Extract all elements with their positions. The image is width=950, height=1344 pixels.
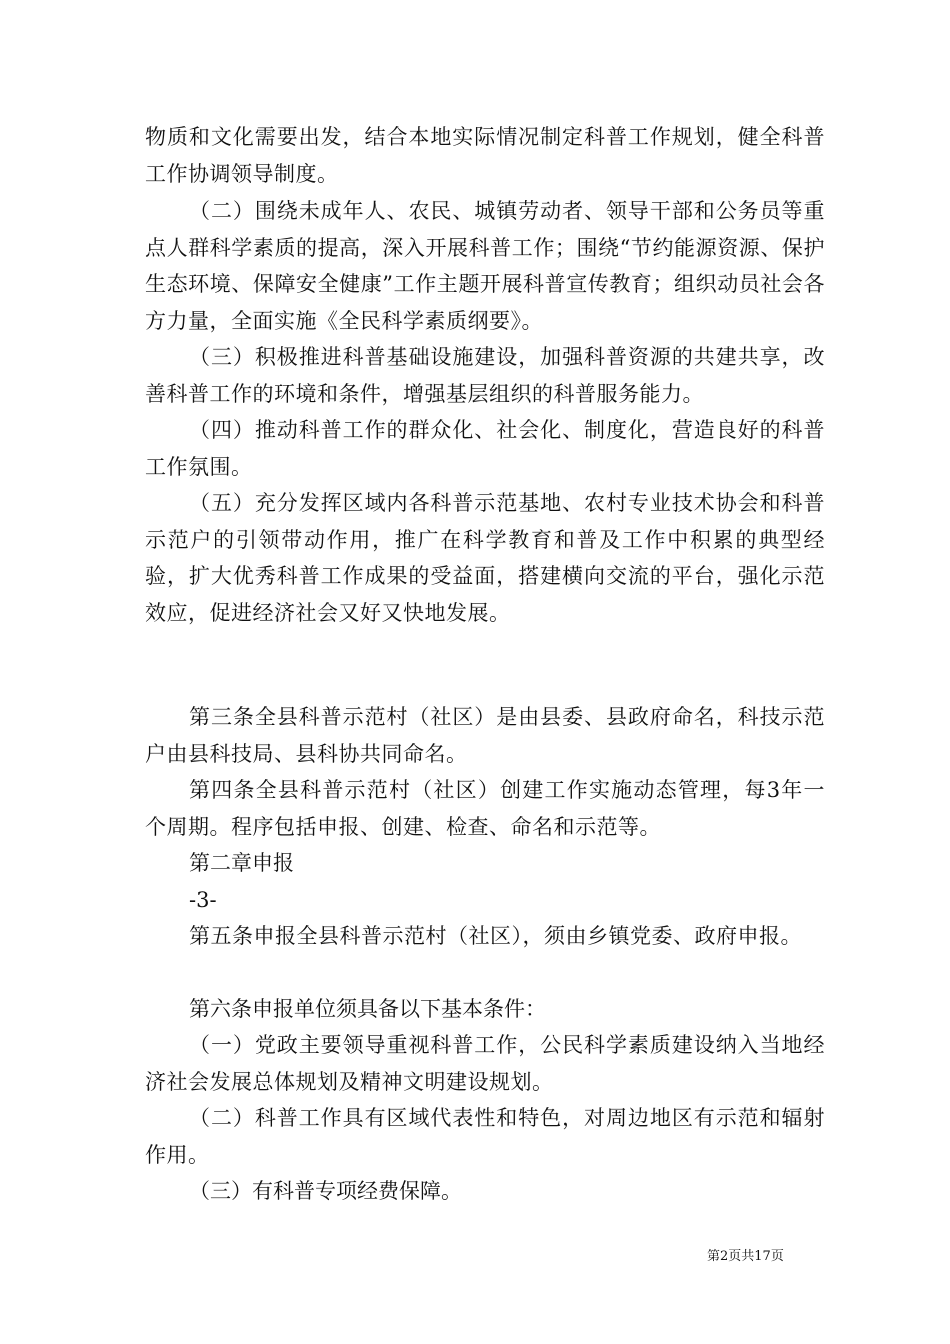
paragraph-item-4: （四）推动科普工作的群众化、社会化、制度化，营造良好的科普工作氛围。: [145, 418, 825, 479]
paragraph-continuation: 物质和文化需要出发，结合本地实际情况制定科普工作规划，健全科普工作协调领导制度。: [145, 125, 825, 186]
condition-2: （二）科普工作具有区域代表性和特色，对周边地区有示范和辐射作用。: [145, 1106, 825, 1167]
paragraph-item-3: （三）积极推进科普基础设施建设，加强科普资源的共建共享，改善科普工作的环境和条件，增强基层组织的科普服务能力。: [145, 345, 825, 406]
article-4: 第四条全县科普示范村（社区）创建工作实施动态管理，每3年一个周期。程序包括申报、创建、检查、命名和示范等。: [145, 778, 825, 839]
paragraph-item-2: （二）围绕未成年人、农民、城镇劳动者、领导干部和公务员等重点人群科学素质的提高，深入开展科普工作；围绕“节约能源资源、保护生态环境、保障安全健康”工作主题开展科普宣传教育；组织动员社会各方力量，全面实施《全民科学素质纲要》。: [145, 199, 825, 333]
paragraph-item-5: （五）充分发挥区域内各科普示范基地、农村专业技术协会和科普示范户的引领带动作用，推广在科学教育和普及工作中积累的典型经验，扩大优秀科普工作成果的受益面，搭建横向交流的平台，强化示范效应，促进经济社会又好又快地发展。: [145, 491, 825, 625]
page-footer: 第2页共17页: [707, 1249, 784, 1264]
condition-3: （三）有科普专项经费保障。: [189, 1179, 462, 1203]
page-number-marker: -3-: [189, 888, 217, 912]
article-6: 第六条申报单位须具备以下基本条件：: [189, 997, 546, 1021]
chapter-heading: 第二章申报: [189, 851, 294, 875]
article-3: 第三条全县科普示范村（社区）是由县委、县政府命名，科技示范户由县科技局、县科协共同命名。: [145, 705, 825, 766]
article-5: 第五条申报全县科普示范村（社区），须由乡镇党委、政府申报。: [189, 924, 802, 948]
condition-1: （一）党政主要领导重视科普工作，公民科学素质建设纳入当地经济社会发展总体规划及精神文明建设规划。: [145, 1033, 825, 1094]
